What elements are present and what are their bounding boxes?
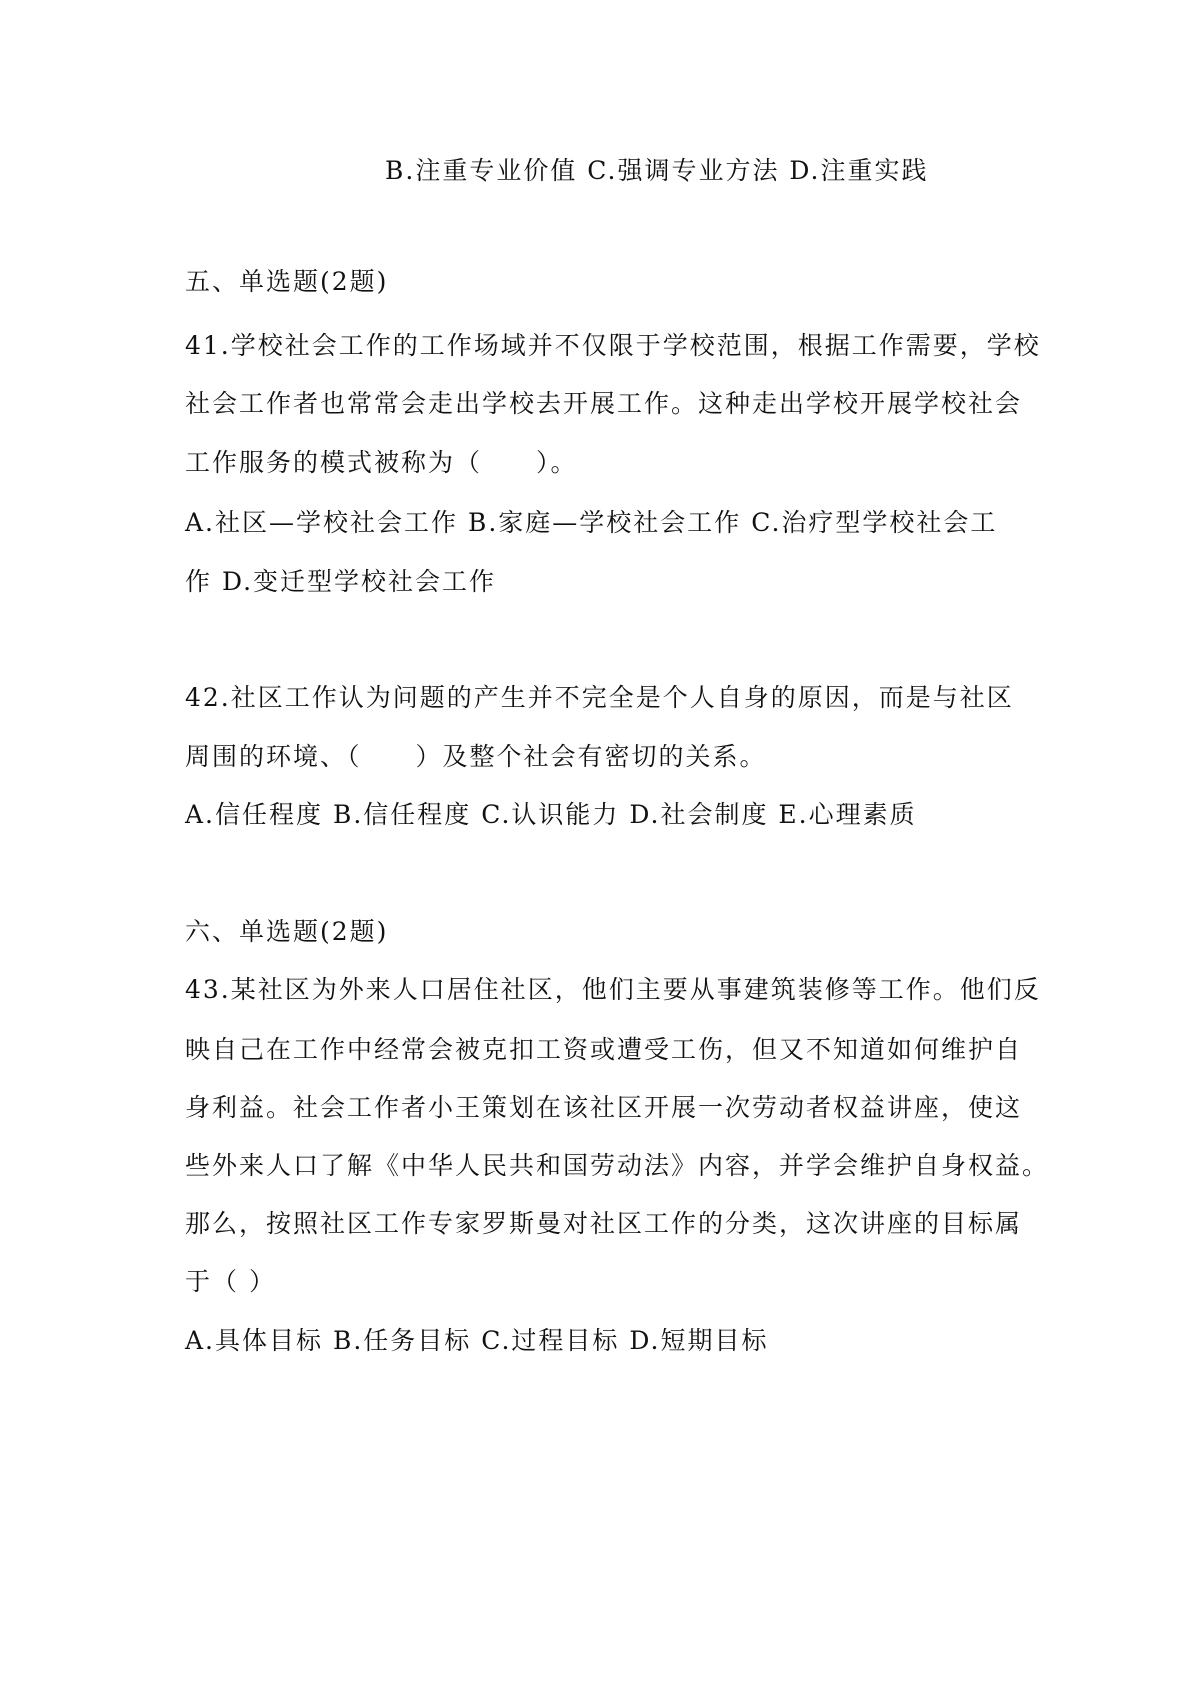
question-43-text-line-6: 于（ ） bbox=[185, 1267, 276, 1296]
question-41-options-line-1: A.社区—学校社会工作 B.家庭—学校社会工作 C.治疗型学校社会工 bbox=[185, 508, 998, 537]
question-41-options-line-2: 作 D.变迁型学校社会工作 bbox=[185, 567, 497, 596]
question-43-text-line-3: 身利益。社会工作者小王策划在该社区开展一次劳动者权益讲座，使这 bbox=[185, 1093, 1023, 1122]
question-40-options-continued: B.注重专业价值 C.强调专业方法 D.注重实践 bbox=[385, 156, 929, 185]
question-43-text-line-2: 映自己在工作中经常会被克扣工资或遭受工伤，但又不知道如何维护自 bbox=[185, 1035, 1023, 1064]
section-6-heading: 六、单选题(2题) bbox=[185, 917, 389, 946]
question-43-text-line-5: 那么，按照社区工作专家罗斯曼对社区工作的分类，这次讲座的目标属 bbox=[185, 1209, 1023, 1238]
question-42-options-line-1: A.信任程度 B.信任程度 C.认识能力 D.社会制度 E.心理素质 bbox=[185, 800, 917, 829]
question-41-text-line-2: 社会工作者也常常会走出学校去开展工作。这种走出学校开展学校社会 bbox=[185, 389, 1023, 418]
question-41-text-line-3: 工作服务的模式被称为（ ）。 bbox=[185, 448, 578, 477]
question-43-text-line-1: 43.某社区为外来人口居住社区，他们主要从事建筑装修等工作。他们反 bbox=[185, 975, 1041, 1004]
question-42-text-line-2: 周围的环境、（ ）及整个社会有密切的关系。 bbox=[185, 742, 767, 771]
question-43-text-line-4: 些外来人口了解《中华人民共和国劳动法》内容，并学会维护自身权益。 bbox=[185, 1151, 1050, 1180]
question-41-text-line-1: 41.学校社会工作的工作场域并不仅限于学校范围，根据工作需要，学校 bbox=[185, 331, 1041, 360]
question-42-text-line-1: 42.社区工作认为问题的产生并不完全是个人自身的原因，而是与社区 bbox=[185, 683, 1014, 712]
section-5-heading: 五、单选题(2题) bbox=[185, 267, 389, 296]
question-43-options-line-1: A.具体目标 B.任务目标 C.过程目标 D.短期目标 bbox=[185, 1326, 769, 1355]
